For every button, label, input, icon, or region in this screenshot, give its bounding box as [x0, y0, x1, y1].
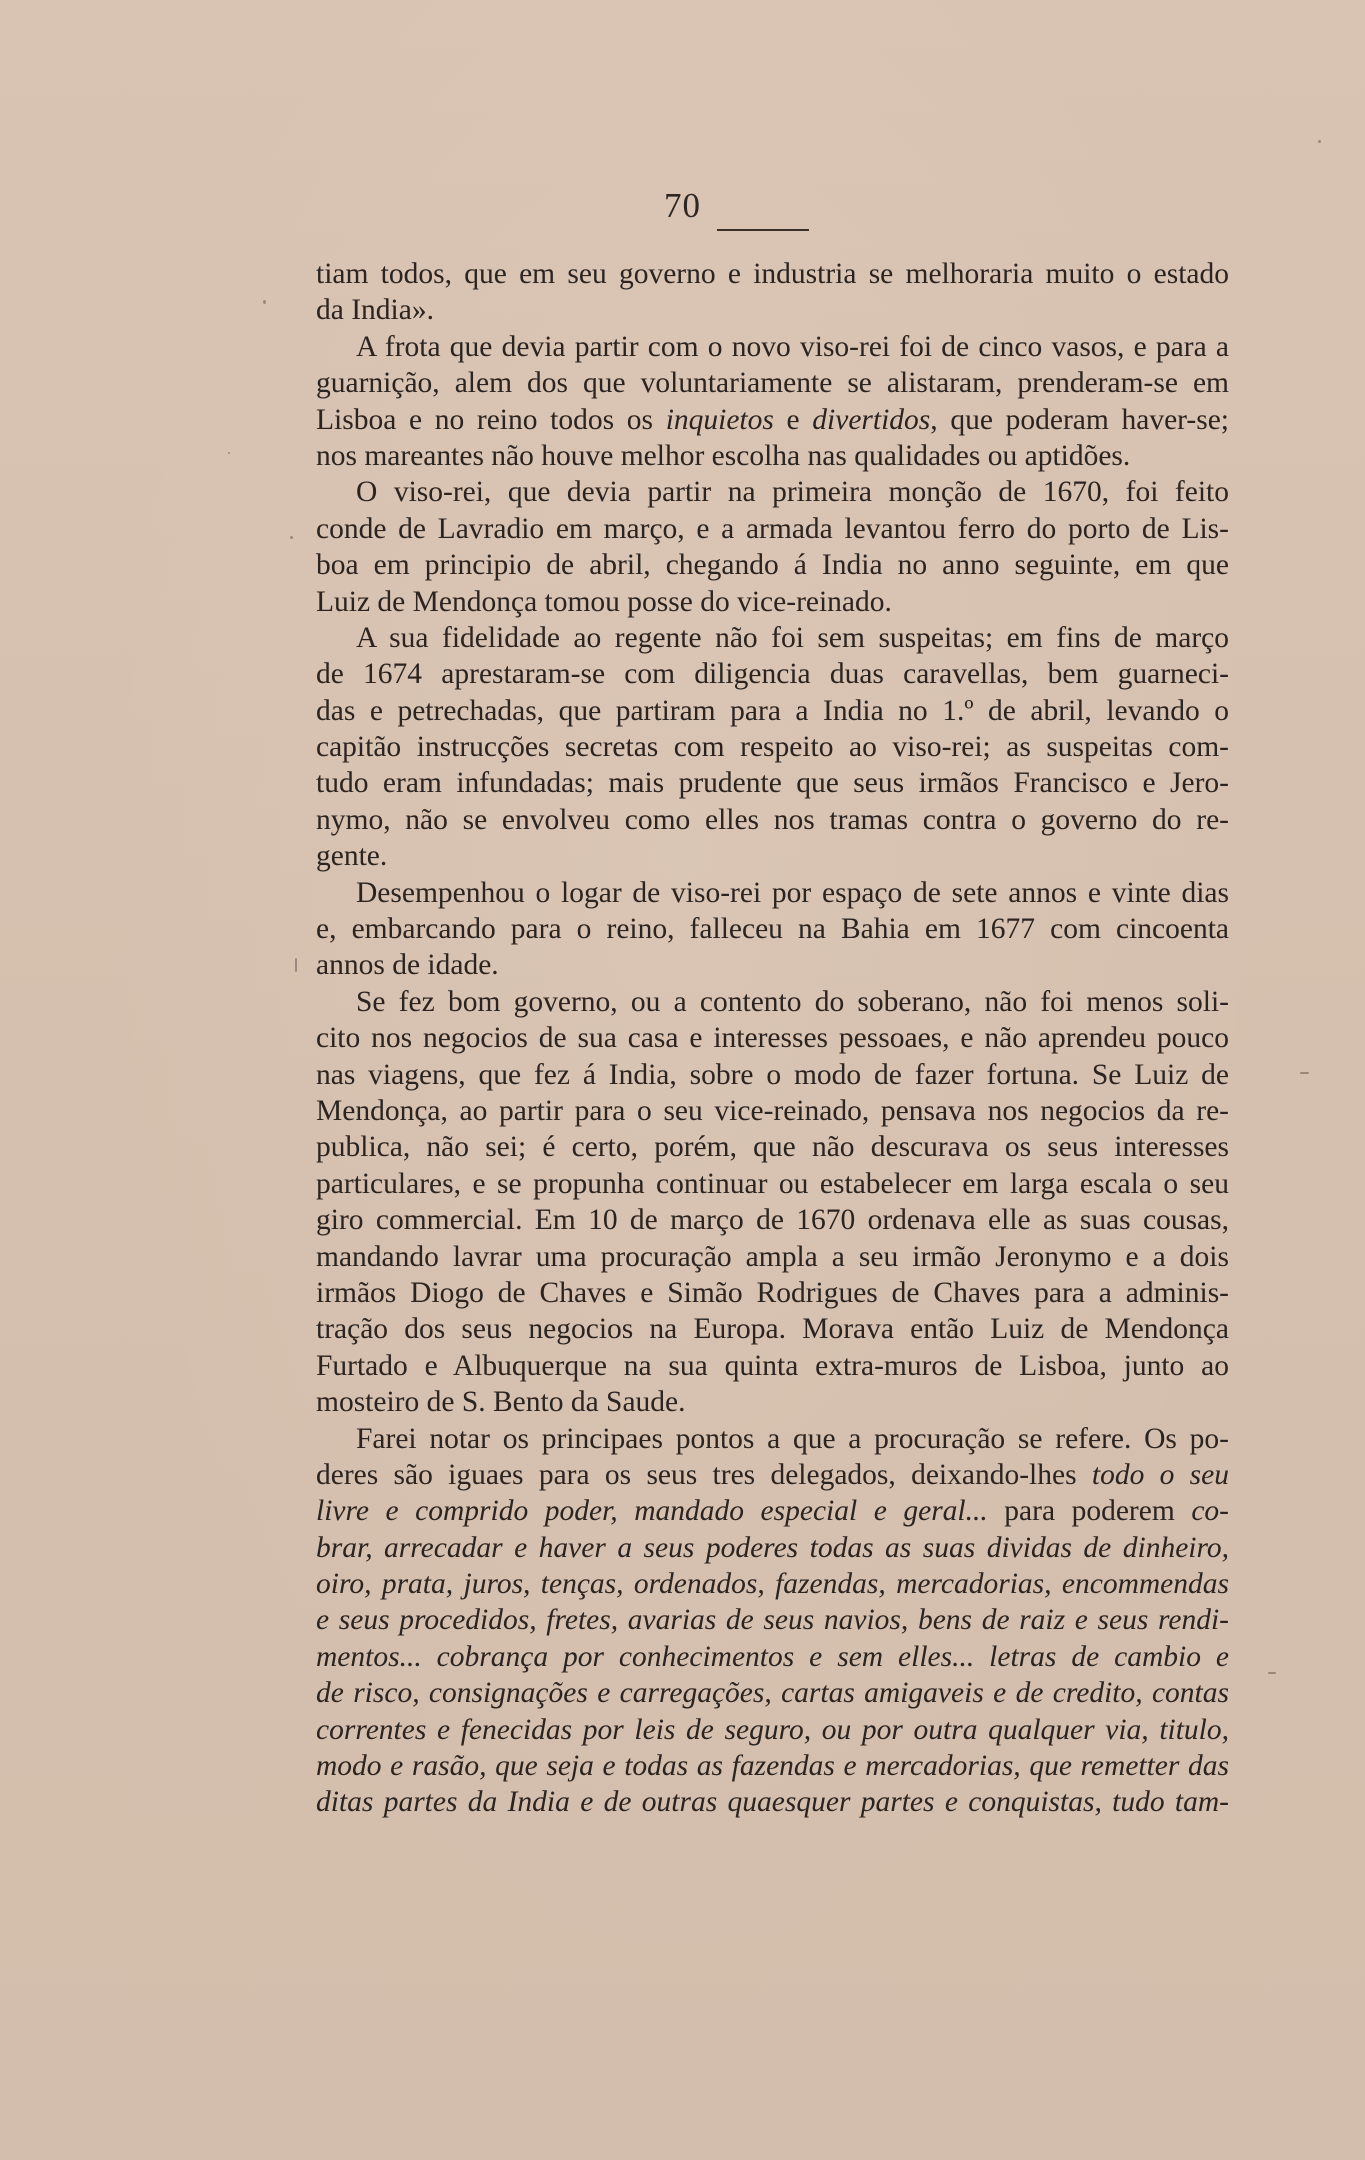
text-line: livre e comprido poder, mandado especial e geral... para poderem co-: [316, 1495, 1229, 1528]
paper-speck: [1268, 1672, 1276, 1674]
text-line: tiam todos, que em seu governo e industria se melhoraria muito o estado: [316, 258, 1229, 290]
text-line: guarnição, alem dos que voluntariamente se alistaram, prenderam-se em: [316, 367, 1229, 400]
text-line: gente.: [316, 840, 388, 873]
page-number-rule: [717, 229, 809, 231]
text-line: modo e rasão, que seja e todas as fazendas e mercadorias, que remetter das: [316, 1750, 1229, 1783]
paper-speck: [228, 452, 230, 454]
paper-speck: [290, 536, 293, 539]
text-line: ditas partes da India e de outras quaesquer partes e conquistas, tudo tam-: [316, 1786, 1229, 1819]
text-line: nymo, não se envolveu como elles nos tramas contra o governo do re-: [316, 803, 1229, 836]
body-text: [316, 256, 1229, 1821]
paper-speck: [295, 958, 297, 972]
text-line: O viso-rei, que devia partir na primeira monção de 1670, foi feito: [356, 476, 1229, 509]
text-line: tudo eram infundadas; mais prudente que seus irmãos Francisco e Jero-: [316, 767, 1229, 800]
text-line: Furtado e Albuquerque na sua quinta extra-muros de Lisboa, junto ao: [316, 1349, 1229, 1382]
text-line: das e petrechadas, que partiram para a India no 1.º de abril, levando o: [316, 694, 1229, 727]
page-number: 70: [664, 186, 701, 225]
text-line: A sua fidelidade ao regente não foi sem suspeitas; em fins de março: [356, 621, 1229, 654]
text-line: e seus procedidos, fretes, avarias de seus navios, bens de raiz e seus rendi-: [316, 1604, 1229, 1637]
paper-speck: [1300, 1072, 1309, 1074]
text-line: Mendonça, ao partir para o seu vice-reinado, pensava nos negocios da re-: [316, 1094, 1229, 1127]
text-line: nas viagens, que fez á India, sobre o modo de fazer fortuna. Se Luiz de: [316, 1058, 1229, 1091]
text-line: A frota que devia partir com o novo viso-rei foi de cinco vasos, e para a: [356, 330, 1229, 363]
text-line: de 1674 aprestaram-se com diligencia duas caravellas, bem guarneci-: [316, 658, 1229, 691]
text-line: mosteiro de S. Bento da Saude.: [316, 1386, 686, 1419]
paper-speck: [263, 300, 266, 304]
text-line: particulares, e se propunha continuar ou estabelecer em larga escala o seu: [316, 1167, 1229, 1200]
text-line: Luiz de Mendonça tomou posse do vice-reinado.: [316, 585, 892, 618]
text-line: oiro, prata, juros, tenças, ordenados, fazendas, mercadorias, encommendas: [316, 1568, 1229, 1601]
text-line: nos mareantes não houve melhor escolha nas qualidades ou aptidões.: [316, 439, 1131, 472]
text-line: publica, não sei; é certo, porém, que não descurava os seus interesses: [316, 1131, 1229, 1164]
text-line: brar, arrecadar e haver a seus poderes todas as suas dividas de dinheiro,: [316, 1531, 1229, 1564]
text-line: Se fez bom governo, ou a contento do soberano, não foi menos soli-: [356, 985, 1229, 1018]
text-line: da India».: [316, 294, 434, 327]
text-line: conde de Lavradio em março, e a armada levantou ferro do porto de Lis-: [316, 512, 1229, 545]
text-line: tração dos seus negocios na Europa. Morava então Luiz de Mendonça: [316, 1313, 1229, 1346]
text-line: correntes e fenecidas por leis de seguro, ou por outra qualquer via, titulo,: [316, 1713, 1229, 1746]
text-line: cito nos negocios de sua casa e interesses pessoaes, e não aprendeu pouco: [316, 1022, 1229, 1055]
text-line: giro commercial. Em 10 de março de 1670 ordenava elle as suas cousas,: [316, 1204, 1229, 1237]
text-line: Farei notar os principaes pontos a que a procuração se refere. Os po-: [356, 1422, 1229, 1455]
paper-speck: [1318, 140, 1321, 143]
text-line: Lisboa e no reino todos os inquietos e divertidos, que poderam haver-se;: [316, 403, 1229, 436]
text-line: annos de idade.: [316, 949, 499, 982]
text-line: deres são iguaes para os seus tres delegados, deixando-lhes todo o seu: [316, 1458, 1229, 1491]
text-line: de risco, consignações e carregações, cartas amigaveis e de credito, contas: [316, 1677, 1229, 1710]
text-line: irmãos Diogo de Chaves e Simão Rodrigues de Chaves para a adminis-: [316, 1276, 1229, 1309]
text-line: capitão instrucções secretas com respeito ao viso-rei; as suspeitas com-: [316, 731, 1229, 764]
text-line: e, embarcando para o reino, falleceu na Bahia em 1677 com cincoenta: [316, 913, 1229, 946]
text-line: Desempenhou o logar de viso-rei por espaço de sete annos e vinte dias: [356, 876, 1229, 909]
text-line: boa em principio de abril, chegando á India no anno seguinte, em que: [316, 549, 1229, 582]
text-line: mentos... cobrança por conhecimentos e sem elles... letras de cambio e: [316, 1640, 1229, 1673]
text-line: mandando lavrar uma procuração ampla a seu irmão Jeronymo e a dois: [316, 1240, 1229, 1273]
